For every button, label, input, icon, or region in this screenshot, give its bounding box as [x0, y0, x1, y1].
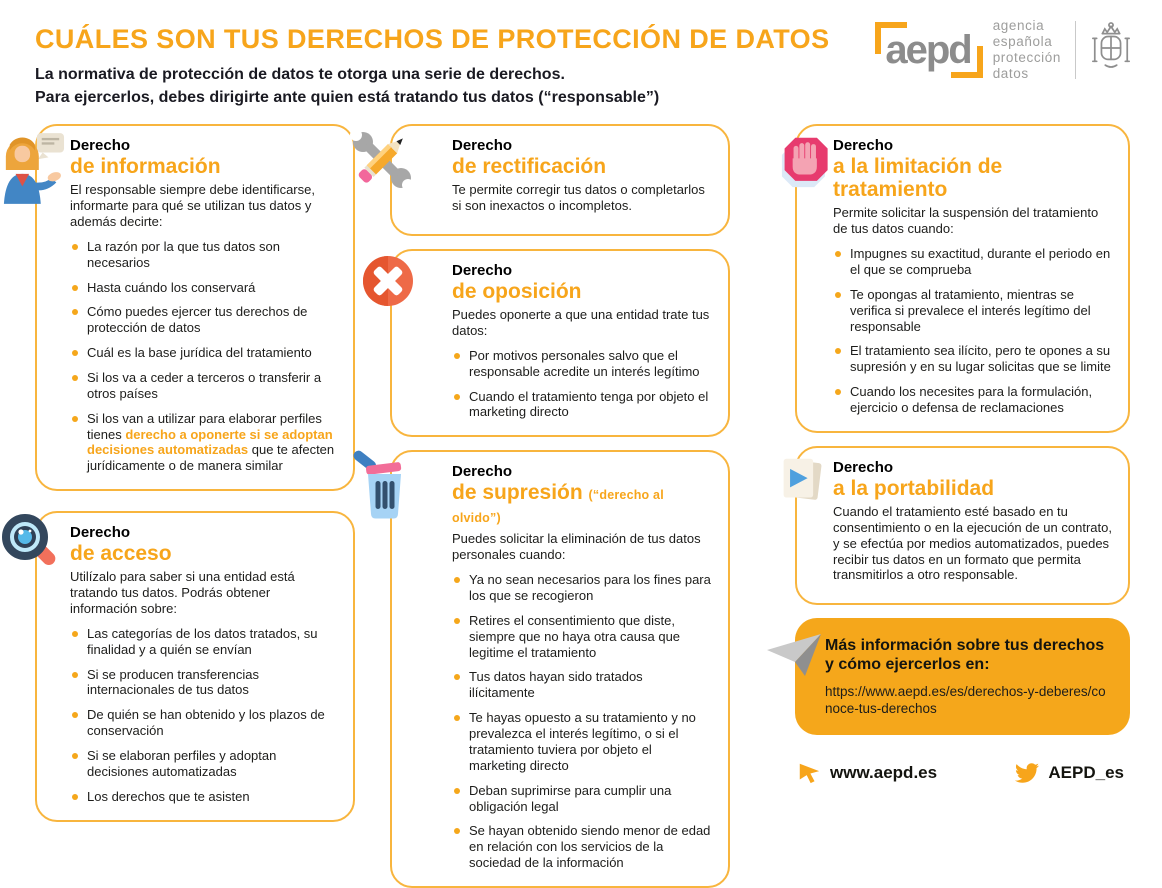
- list-item: Cómo puedes ejercer tus derechos de protección de datos: [70, 304, 337, 336]
- trash-can-pen-icon: [354, 452, 410, 520]
- card-title: a la limitación de tratamiento: [833, 155, 1003, 202]
- page-title: CUÁLES SON TUS DERECHOS DE PROTECCIÓN DE DATOS: [35, 24, 830, 54]
- twitter-icon: [1015, 761, 1039, 785]
- list-item: Cuál es la base jurídica del tratamiento: [70, 345, 337, 361]
- card-intro: Permite solicitar la suspensión del tratamiento de tus datos cuando:: [833, 205, 1099, 237]
- card-title: de acceso: [70, 542, 172, 566]
- card-title: [452, 481, 712, 527]
- list-item: Cuando los necesites para la formulación, ejercicio o defensa de reclamaciones: [833, 384, 1112, 416]
- card-title-suffix: (“derecho al olvido”): [452, 488, 664, 526]
- card-intro: Cuando el tratamiento esté basado en tu consentimiento o en la ejecución de un contrato, y se efectúa por medios automatizados, puedes recibir tus datos en un formato que permita transmitirlos a otro responsable.: [833, 503, 1112, 583]
- aepd-logo-words: [993, 18, 1061, 82]
- more-info-url-link[interactable]: https://www.aepd.es/es/derechos-y-deberes/conoce-tus-derechos: [825, 683, 1106, 716]
- person-speech-bubble-icon: [1, 132, 65, 204]
- page-subtitle-line2: Para ejercerlos, debes dirigirte ante quien está tratando tus datos (“responsable”): [35, 89, 660, 107]
- card-title-text: de supresión: [452, 481, 583, 505]
- more-info-heading: Más información sobre tus derechos y cómo ejercerlos en:: [825, 637, 1105, 674]
- card-label: Derecho: [833, 137, 894, 155]
- paper-plane-icon: [765, 632, 823, 678]
- list-item: Impugnes su exactitud, durante el periodo en el que se comprueba: [833, 246, 1112, 278]
- list-item: Te hayas opuesto a su tratamiento y no prevalezca el interés legítimo, o si el tratamiento tuviera por objeto el marketing directo: [452, 710, 712, 773]
- bullet-list: [452, 348, 712, 420]
- logo-word: agencia: [992, 18, 1045, 33]
- twitter-handle-text: AEPD_es: [1048, 763, 1124, 783]
- bullet-list: [70, 239, 337, 474]
- card-intro: El responsable siempre debe identificarse, informarte para qué se utilizan tus datos y además decirte:: [70, 182, 315, 230]
- card-title: de rectificación: [452, 155, 607, 179]
- logo-word: española: [992, 33, 1053, 49]
- cards-area: [35, 124, 1132, 888]
- card-derecho-portabilidad: [795, 446, 1130, 605]
- spain-coat-of-arms-icon: [1090, 18, 1132, 81]
- card-title: de oposición: [452, 280, 582, 304]
- list-item: Tus datos hayan sido tratados ilícitamente: [452, 669, 712, 701]
- card-title: a la portabilidad: [833, 476, 995, 500]
- card-title: de información: [70, 155, 221, 179]
- magnifier-eye-icon: [0, 511, 59, 573]
- list-item: Se hayan obtenido siendo menor de edad en relación con los servicios de la sociedad de la información: [452, 823, 712, 871]
- card-derecho-informacion: [35, 124, 355, 491]
- bullet-list: [833, 246, 1112, 416]
- aepd-logo: [875, 18, 1132, 82]
- stop-hand-icon: [781, 134, 833, 190]
- list-item: Retires el consentimiento que diste, siempre que no haya otra causa que legitime el tratamiento: [452, 613, 712, 661]
- aepd-logo-mark: [875, 22, 982, 78]
- list-item: Por motivos personales salvo que el responsable acredite un interés legítimo: [452, 348, 712, 380]
- list-item: Ya no sean necesarios para los fines para los que se recogieron: [452, 572, 712, 604]
- card-label: Derecho: [452, 463, 513, 481]
- aepd-logo-acronym: aepd: [885, 27, 971, 72]
- list-item: Si se producen transferencias internacionales de tus datos: [70, 667, 337, 699]
- page-subtitle-line1: La normativa de protección de datos te otorga una serie de derechos.: [35, 66, 565, 83]
- x-circle-icon: [362, 255, 414, 307]
- list-item: [70, 411, 337, 474]
- footer-links: [795, 761, 1130, 785]
- card-label: Derecho: [452, 262, 513, 280]
- list-item: Si los va a ceder a terceros o transferir a otros países: [70, 370, 337, 402]
- more-info-box: [795, 618, 1130, 735]
- documents-arrow-icon: [779, 454, 827, 506]
- bullet-text-post: que te afecten jurídicamente o de manera similar: [87, 442, 335, 474]
- card-intro: Puedes solicitar la eliminación de tus datos personales cuando:: [452, 531, 701, 563]
- bullet-list: [70, 626, 337, 805]
- list-item: Si se elaboran perfiles y adoptan decisiones automatizadas: [70, 748, 337, 780]
- column-1: [35, 124, 355, 888]
- list-item: Deban suprimirse para cumplir una obligación legal: [452, 783, 712, 815]
- list-item: Cuando el tratamiento tenga por objeto el marketing directo: [452, 389, 712, 421]
- list-item: Hasta cuándo los conservará: [70, 280, 337, 296]
- website-link[interactable]: [797, 761, 937, 785]
- header: [35, 10, 1132, 108]
- website-text: www.aepd.es: [830, 763, 938, 783]
- card-derecho-oposicion: [390, 249, 730, 437]
- bullet-text-highlight: derecho a oponerte si se adoptan decisiones automatizadas: [87, 426, 333, 458]
- list-item: De quién se han obtenido y los plazos de conservación: [70, 707, 337, 739]
- card-label: Derecho: [833, 458, 894, 476]
- list-item: Las categorías de los datos tratados, su finalidad y a quién se envían: [70, 626, 337, 658]
- card-derecho-rectificacion: [390, 124, 730, 236]
- list-item: Te opongas al tratamiento, mientras se verifica si prevalece el interés legítimo del responsable: [833, 287, 1112, 335]
- list-item: La razón por la que tus datos son necesarios: [70, 239, 337, 271]
- card-label: Derecho: [70, 137, 131, 155]
- card-derecho-supresion: [390, 450, 730, 888]
- list-item: Los derechos que te asisten: [70, 789, 337, 805]
- bullet-list: [452, 572, 712, 871]
- card-intro: Te permite corregir tus datos o completarlos si son inexactos o incompletos.: [452, 182, 705, 214]
- column-3: [795, 124, 1130, 888]
- card-intro: Utilízalo para saber si una entidad está tratando tus datos. Podrás obtener información sobre:: [70, 569, 295, 617]
- logo-word: protección: [992, 49, 1061, 65]
- card-intro: Puedes oponerte a que una entidad trate tus datos:: [452, 307, 710, 338]
- logo-divider: [1075, 21, 1076, 79]
- card-derecho-acceso: [35, 511, 355, 821]
- card-label: Derecho: [452, 137, 513, 155]
- header-text: [35, 10, 829, 108]
- cursor-arrow-icon: [797, 761, 821, 785]
- column-2: [390, 124, 730, 888]
- twitter-link[interactable]: [1015, 761, 1124, 785]
- bullet-text-pre: Si los van a utilizar para elaborar perfiles tienes: [87, 410, 322, 442]
- card-label: Derecho: [70, 524, 131, 542]
- logo-word: datos: [992, 65, 1029, 81]
- list-item: El tratamiento sea ilícito, pero te opones a su supresión y en su lugar solicitas que se limite: [833, 343, 1112, 375]
- wrench-pencil-icon: [350, 128, 414, 192]
- card-derecho-limitacion: [795, 124, 1130, 433]
